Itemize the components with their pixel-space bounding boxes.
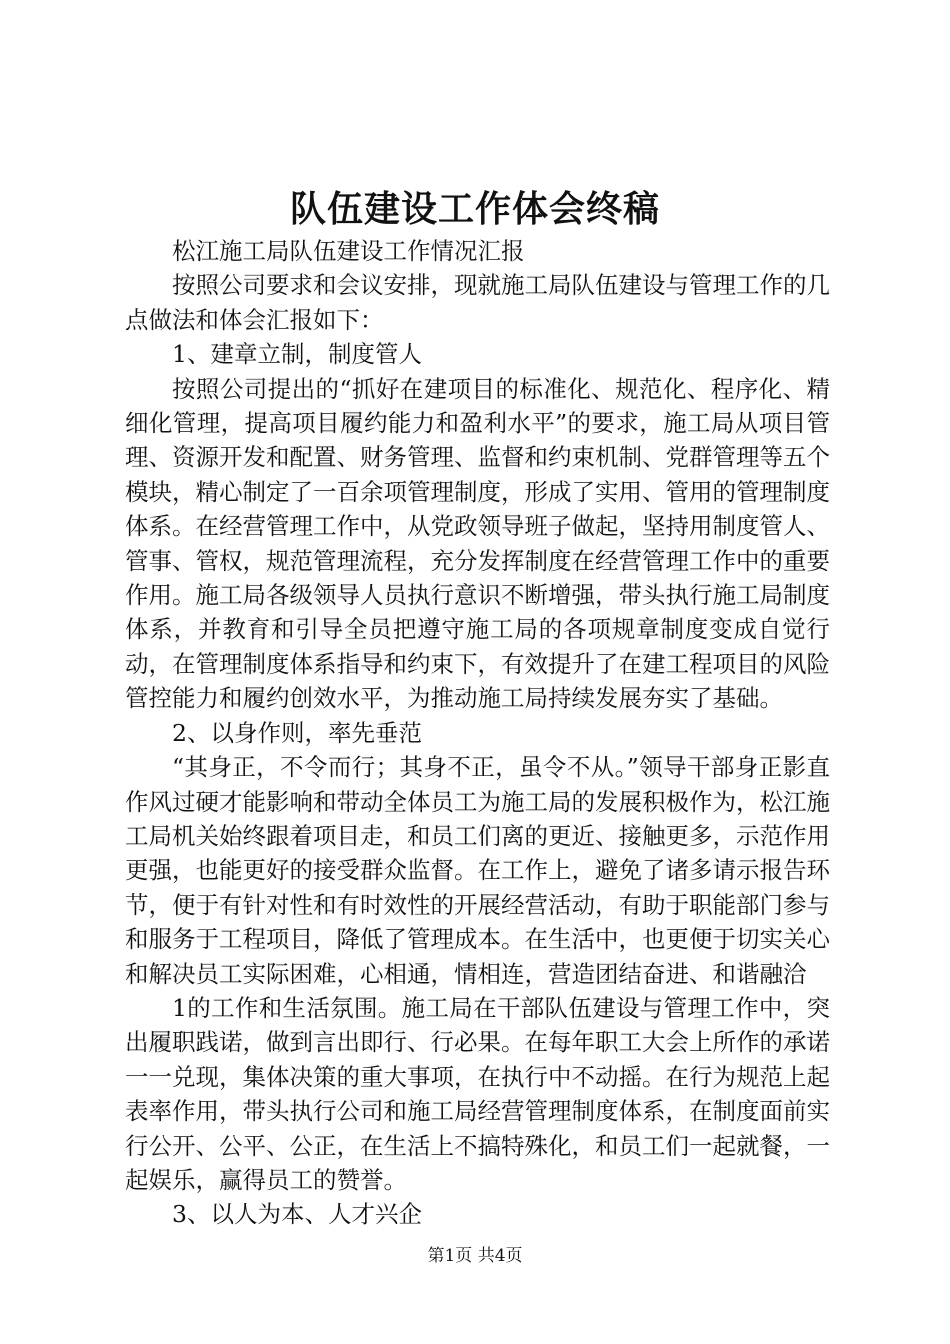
page-number-footer: 第1页 共4页 bbox=[427, 1246, 523, 1266]
section-2-paragraph: “其身正，不令而行；其身不正，虽令不从。”领导干部身正影直作风过硬才能影响和带动全体员工为施工局的发展积极作为，松江施工局机关始终跟着项目走，和员工们离的更近、接触更多，示范作用更强，也能更好的接受群众监督。在工作上，避免了诸多请示报告环节，便于有针对性和有时效性的开展经营活动，有助于职能部门参与和服务于工程项目，降低了管理成本。在生活中，也更便于切实关心和解决员工实际困难，心相通，情相连，营造团结奋进、和谐融洽 bbox=[125, 753, 830, 988]
report-subtitle: 松江施工局队伍建设工作情况汇报 bbox=[172, 237, 525, 265]
section-heading-1: 1、建章立制，制度管人 bbox=[172, 340, 422, 369]
document-body bbox=[125, 234, 830, 1232]
section-heading-2: 2、以身作则，率先垂范 bbox=[172, 718, 422, 747]
document-title: 队伍建设工作体会终稿 bbox=[289, 188, 660, 230]
section-2-paragraph-continued: 1的工作和生活氛围。施工局在干部队伍建设与管理工作中，突出履职践诺，做到言出即行、行必果。在每年职工大会上所作的承诺一一兑现，集体决策的重大事项，在执行中不动摇。在行为规范上起表率作用，带头执行公司和施工局经营管理制度体系，在制度面前实行公开、公平、公正，在生活上不搞特殊化，和员工们一起就餐，一起娱乐，赢得员工的赞誉。 bbox=[125, 993, 830, 1194]
section-1-paragraph: 按照公司提出的“抓好在建项目的标准化、规范化、程序化、精细化管理，提高项目履约能力和盈利水平”的要求，施工局从项目管理、资源开发和配置、财务管理、监督和约束机制、党群管理等五个模块，精心制定了一百余项管理制度，形成了实用、管用的管理制度体系。在经营管理工作中，从党政领导班子做起，坚持用制度管人、管事、管权，规范管理流程，充分发挥制度在经营管理工作中的重要作用。施工局各级领导人员执行意识不断增强，带头执行施工局制度体系，并教育和引导全员把遵守施工局的各项规章制度变成自觉行动，在管理制度体系指导和约束下，有效提升了在建工程项目的风险管控能力和履约创效水平，为推动施工局持续发展夯实了基础。 bbox=[125, 374, 830, 713]
section-heading-3: 3、以人为本、人才兴企 bbox=[172, 1200, 422, 1229]
intro-paragraph: 按照公司要求和会议安排，现就施工局队伍建设与管理工作的几点做法和体会汇报如下： bbox=[125, 271, 830, 334]
